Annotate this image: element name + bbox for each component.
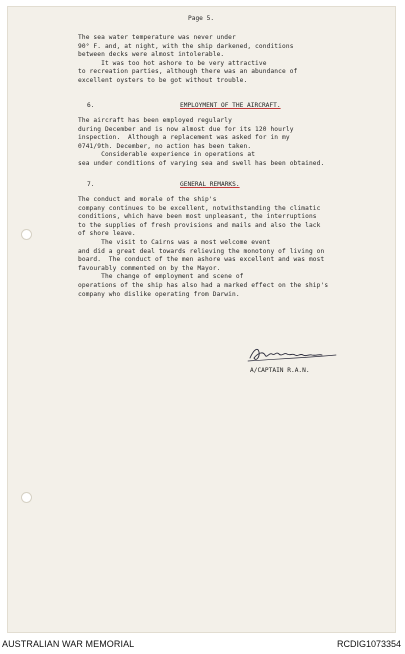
section-7-body: The conduct and morale of the ship's company continues to be excellent, notwithstanding the climatic conditions, which have been most unpleasant, the interruptions to the supplies of fresh provisions and mails and also the lack of shore leave. The visit to Cairns was a most welcome event and did a great deal towards relieving the monotony of living on board. The conduct of the men ashore was excellent and was most favourably commented on by the Mayor. The change of employment and scene of operations of the ship has also had a marked effect on the ship's company who dislike operating from Darwin. [78,196,329,298]
punch-hole-bottom [21,492,32,503]
section-6-heading: EMPLOYMENT OF THE AIRCRAFT. [180,102,281,109]
page-number: Page 5. [188,15,215,22]
section-7-heading: GENERAL REMARKS. [180,181,240,188]
handwritten-signature [246,343,342,365]
section-6-number: 6. [87,102,95,109]
intro-paragraph: The sea water temperature was never under 90° F. and, at night, with the ship darkened, conditions between decks were almost intolerable. It was too hot ashore to be very attractive to recreation parties, although there was an abundance of excellent oysters to be got without trouble. [78,34,298,84]
signature-title: A/CAPTAIN R.A.N. [250,367,310,374]
punch-hole-top [21,229,32,240]
archive-credit: AUSTRALIAN WAR MEMORIAL [2,639,135,649]
record-identifier: RCDIG1073354 [336,639,401,649]
section-7-number: 7. [87,181,95,188]
document-page [7,6,396,633]
section-6-body: The aircraft has been employed regularly during December and is now almost due for its 120 hourly inspection. Although a replacement was asked for in my 0741/9th. December, no action has been taken. Considerable experience in operations at sea under conditions of varying sea and swell has been obtained. [78,117,325,167]
